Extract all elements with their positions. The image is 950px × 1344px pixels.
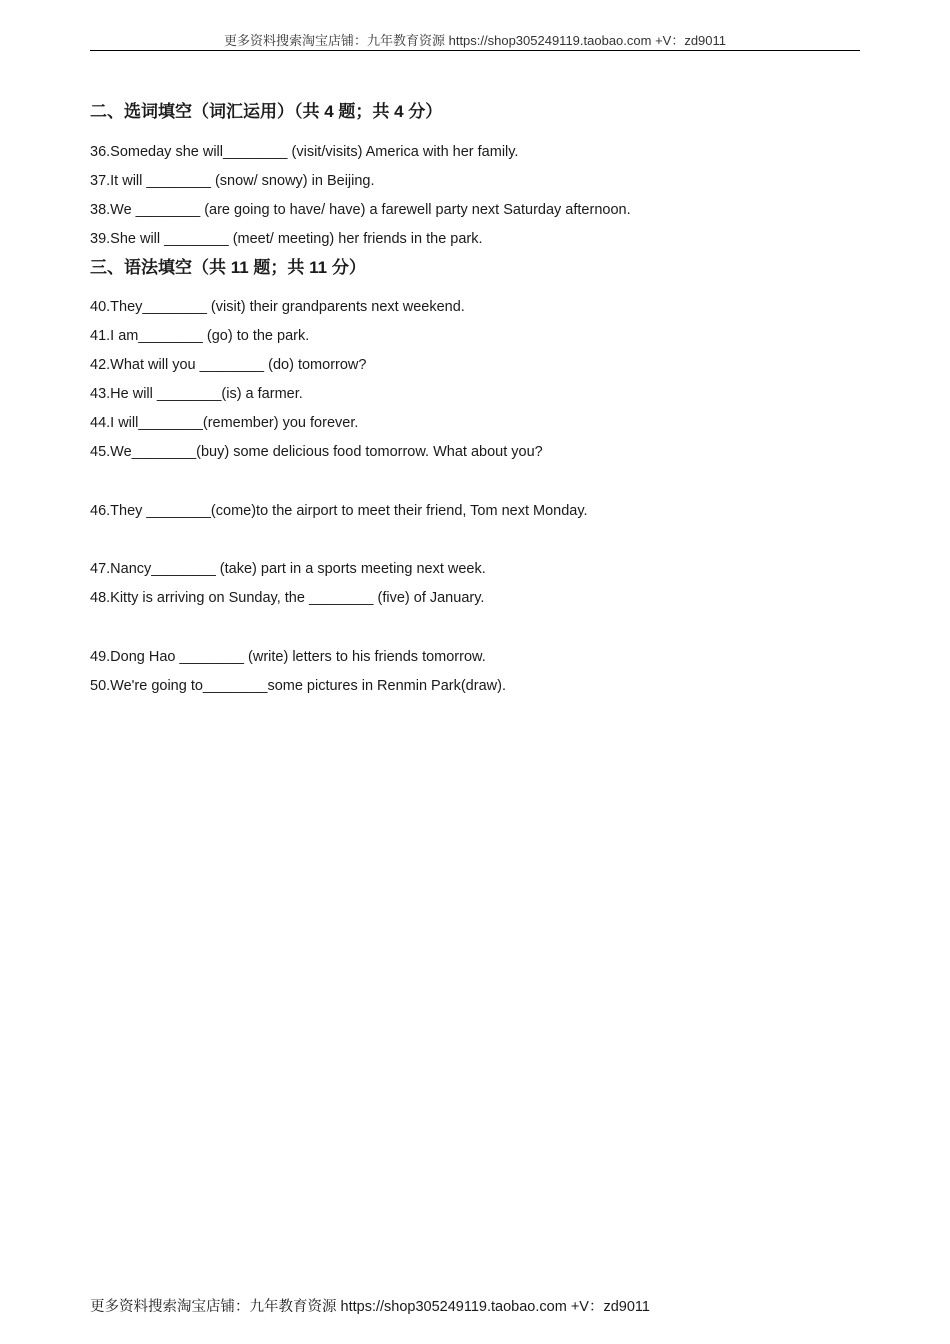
question-37: 37.It will ________ (snow/ snowy) in Beijing. [90, 173, 375, 189]
question-38: 38.We ________ (are going to have/ have) a farewell party next Saturday afternoon. [90, 202, 631, 218]
question-41: 41.I am________ (go) to the park. [90, 328, 310, 344]
page-footer: 更多资料搜索淘宝店铺：九年教育资源 https://shop305249119.taobao.com +V：zd9011 [90, 1299, 650, 1315]
header-divider [90, 50, 860, 51]
question-49: 49.Dong Hao ________ (write) letters to his friends tomorrow. [90, 649, 486, 665]
section-title-grammar: 三、语法填空（共 11 题；共 11 分） [90, 258, 366, 277]
question-46: 46.They ________(come)to the airport to meet their friend, Tom next Monday. [90, 503, 588, 519]
question-42: 42.What will you ________ (do) tomorrow? [90, 357, 367, 373]
page-header: 更多资料搜索淘宝店铺：九年教育资源 https://shop305249119.taobao.com +V：zd9011 [223, 33, 727, 48]
question-48: 48.Kitty is arriving on Sunday, the ________ (five) of January. [90, 590, 485, 606]
question-45: 45.We________(buy) some delicious food tomorrow. What about you? [90, 444, 543, 460]
question-47: 47.Nancy________ (take) part in a sports meeting next week. [90, 561, 486, 577]
question-39: 39.She will ________ (meet/ meeting) her friends in the park. [90, 231, 483, 247]
question-40: 40.They________ (visit) their grandparents next weekend. [90, 299, 465, 315]
question-44: 44.I will________(remember) you forever. [90, 415, 359, 431]
question-50: 50.We're going to________some pictures in Renmin Park(draw). [90, 678, 506, 694]
section-title-vocabulary: 二、选词填空（词汇运用）（共 4 题；共 4 分） [90, 102, 443, 121]
question-43: 43.He will ________(is) a farmer. [90, 386, 303, 402]
question-36: 36.Someday she will________ (visit/visits) America with her family. [90, 144, 519, 160]
